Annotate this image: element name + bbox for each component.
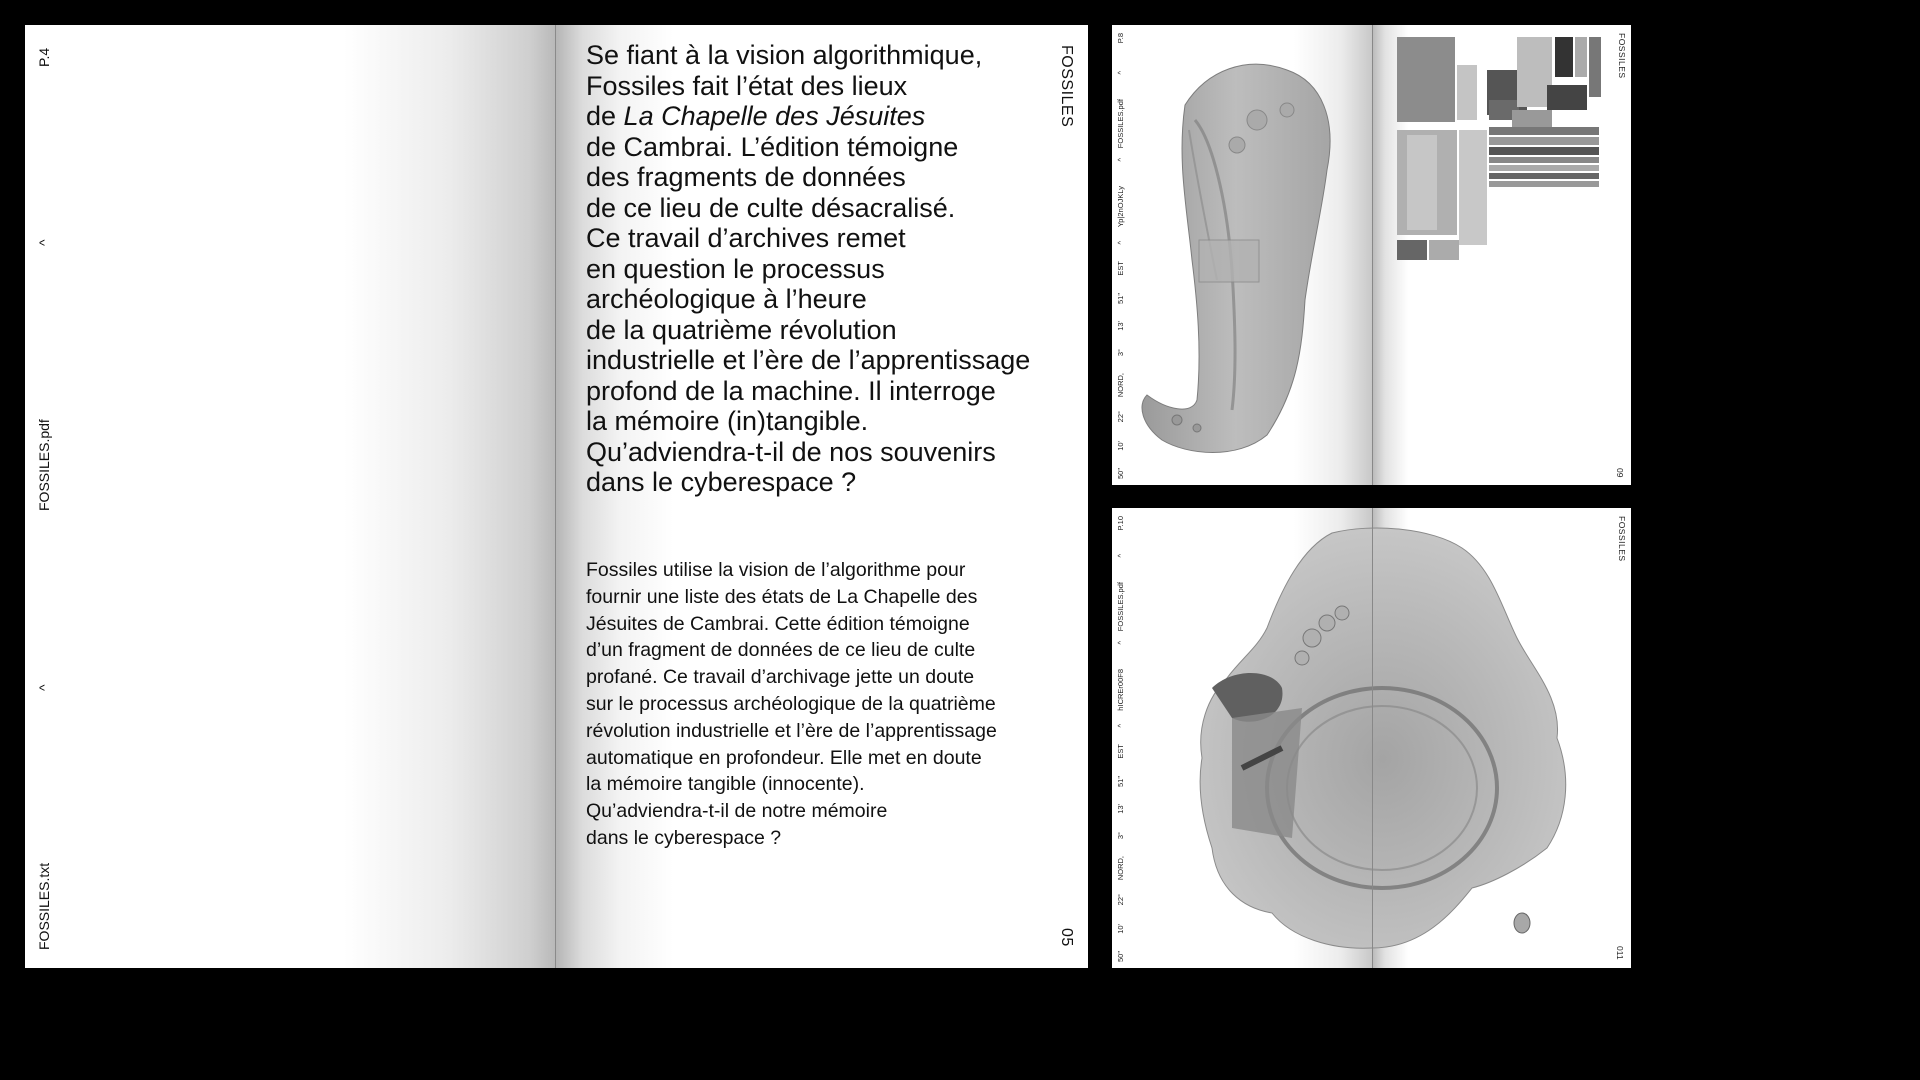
- coordinate-label: 13': [1116, 804, 1125, 814]
- hash-label: Yp|2nOJKLy: [1116, 186, 1125, 228]
- page-ref-label: P.8: [1116, 33, 1125, 44]
- left-page: [25, 25, 556, 968]
- lede-line: de Cambrai. L’édition témoigne: [586, 131, 959, 162]
- lede-paragraph: [586, 40, 1056, 498]
- coordinate-label: NORD,: [1116, 373, 1125, 398]
- body-line: Qu’adviendra-t-il de notre mémoire: [586, 800, 888, 823]
- book-spine: [1372, 508, 1373, 968]
- body-paragraph: [586, 557, 1066, 852]
- lede-line: de la quatrième révolution: [586, 314, 897, 345]
- chapel-floor-scan-image: [1172, 518, 1602, 963]
- separator-caret: ^: [36, 684, 52, 691]
- page-ref-label: P.4: [36, 47, 52, 67]
- body-line: la mémoire tangible (innocente).: [586, 773, 865, 796]
- coordinate-label: 22°: [1116, 411, 1125, 423]
- separator-caret: ^: [1116, 71, 1125, 75]
- lede-line: de ce lieu de culte désacralisé.: [586, 192, 956, 223]
- texture-atlas-image: [1397, 35, 1607, 260]
- lede-line: Qu’adviendra-t-il de nos souvenirs: [586, 436, 996, 467]
- body-line: profané. Ce travail d’archivage jette un doute: [586, 666, 975, 689]
- main-book-spread: [25, 25, 1088, 968]
- page-number: 05: [1058, 928, 1075, 947]
- book-spine: [1372, 25, 1373, 485]
- margin-labels: [1116, 516, 1134, 961]
- page-ref-label: P.10: [1116, 516, 1125, 531]
- running-header: FOSSILES: [1058, 45, 1075, 128]
- body-line: révolution industrielle et l’ère de l’apprentissage: [586, 719, 997, 742]
- lede-line: Fossiles fait l’état des lieux: [586, 70, 908, 101]
- coordinate-label: 51": [1116, 776, 1125, 788]
- separator-caret: ^: [1116, 158, 1125, 162]
- txt-filename-label: FOSSILES.txt: [36, 862, 52, 950]
- coordinate-label: EST: [1116, 261, 1125, 276]
- lede-line: la mémoire (in)tangible.: [586, 406, 869, 436]
- body-line: dans le cyberespace ?: [586, 826, 782, 849]
- coordinate-label: 51": [1116, 293, 1125, 305]
- lede-line: des fragments de données: [586, 162, 906, 192]
- sculpture-scan-image: [1137, 50, 1352, 470]
- coordinate-label: 22°: [1116, 894, 1125, 906]
- coordinate-label: 10': [1116, 924, 1125, 934]
- separator-caret: ^: [1116, 641, 1125, 645]
- thumbnail-spread-p10[interactable]: [1112, 508, 1631, 968]
- separator-caret: ^: [1116, 724, 1125, 728]
- lede-line: en question le processus: [586, 253, 885, 284]
- page-number: 09: [1615, 467, 1625, 477]
- texture-strips: [1489, 127, 1599, 187]
- body-line: Jésuites de Cambrai. Cette édition témoigne: [586, 612, 970, 635]
- separator-caret: ^: [36, 239, 52, 246]
- thumbnail-spread-p8[interactable]: [1112, 25, 1631, 485]
- book-spine: [555, 25, 556, 968]
- lede-line: [586, 101, 1056, 132]
- coordinate-label: NORD,: [1116, 856, 1125, 881]
- pdf-filename-label: FOSSILES.pdf: [1116, 582, 1125, 632]
- body-line: fournir une liste des états de La Chapelle des: [586, 585, 978, 608]
- lede-line: industrielle et l’ère de l’apprentissage: [586, 345, 1031, 375]
- coordinate-label: 50": [1116, 468, 1125, 480]
- coordinate-label: 50": [1116, 951, 1125, 963]
- coordinate-label: 13': [1116, 321, 1125, 331]
- lede-line: Ce travail d’archives remet: [586, 223, 906, 253]
- running-header: FOSSILES: [1617, 33, 1627, 79]
- pdf-filename-label: FOSSILES.pdf: [1116, 99, 1125, 149]
- lede-line: profond de la machine. Il interroge: [586, 375, 996, 406]
- coordinate-label: 10': [1116, 441, 1125, 451]
- lede-line: dans le cyberespace ?: [586, 467, 857, 497]
- lede-italic-title: La Chapelle des Jésuites: [623, 101, 926, 131]
- page-number: 011: [1615, 946, 1625, 960]
- coordinate-label: 3°: [1116, 832, 1125, 840]
- body-line: automatique en profondeur. Elle met en doute: [586, 746, 982, 769]
- lede-line: Se fiant à la vision algorithmique,: [586, 40, 983, 70]
- separator-caret: ^: [1116, 554, 1125, 558]
- margin-labels: [1116, 33, 1134, 478]
- pdf-filename-label: FOSSILES.pdf: [36, 419, 52, 511]
- hash-label: hICREr00F8: [1116, 669, 1125, 711]
- coordinate-label: 3°: [1116, 349, 1125, 357]
- coordinate-label: EST: [1116, 744, 1125, 759]
- lede-text: de: [586, 101, 624, 131]
- body-line: d’un fragment de données de ce lieu de culte: [586, 639, 976, 662]
- lede-line: archéologique à l’heure: [586, 284, 867, 314]
- running-header: FOSSILES: [1617, 516, 1627, 562]
- body-line: Fossiles utilise la vision de l’algorithme pour: [586, 559, 966, 581]
- separator-caret: ^: [1116, 241, 1125, 245]
- body-line: sur le processus archéologique de la quatrième: [586, 692, 996, 715]
